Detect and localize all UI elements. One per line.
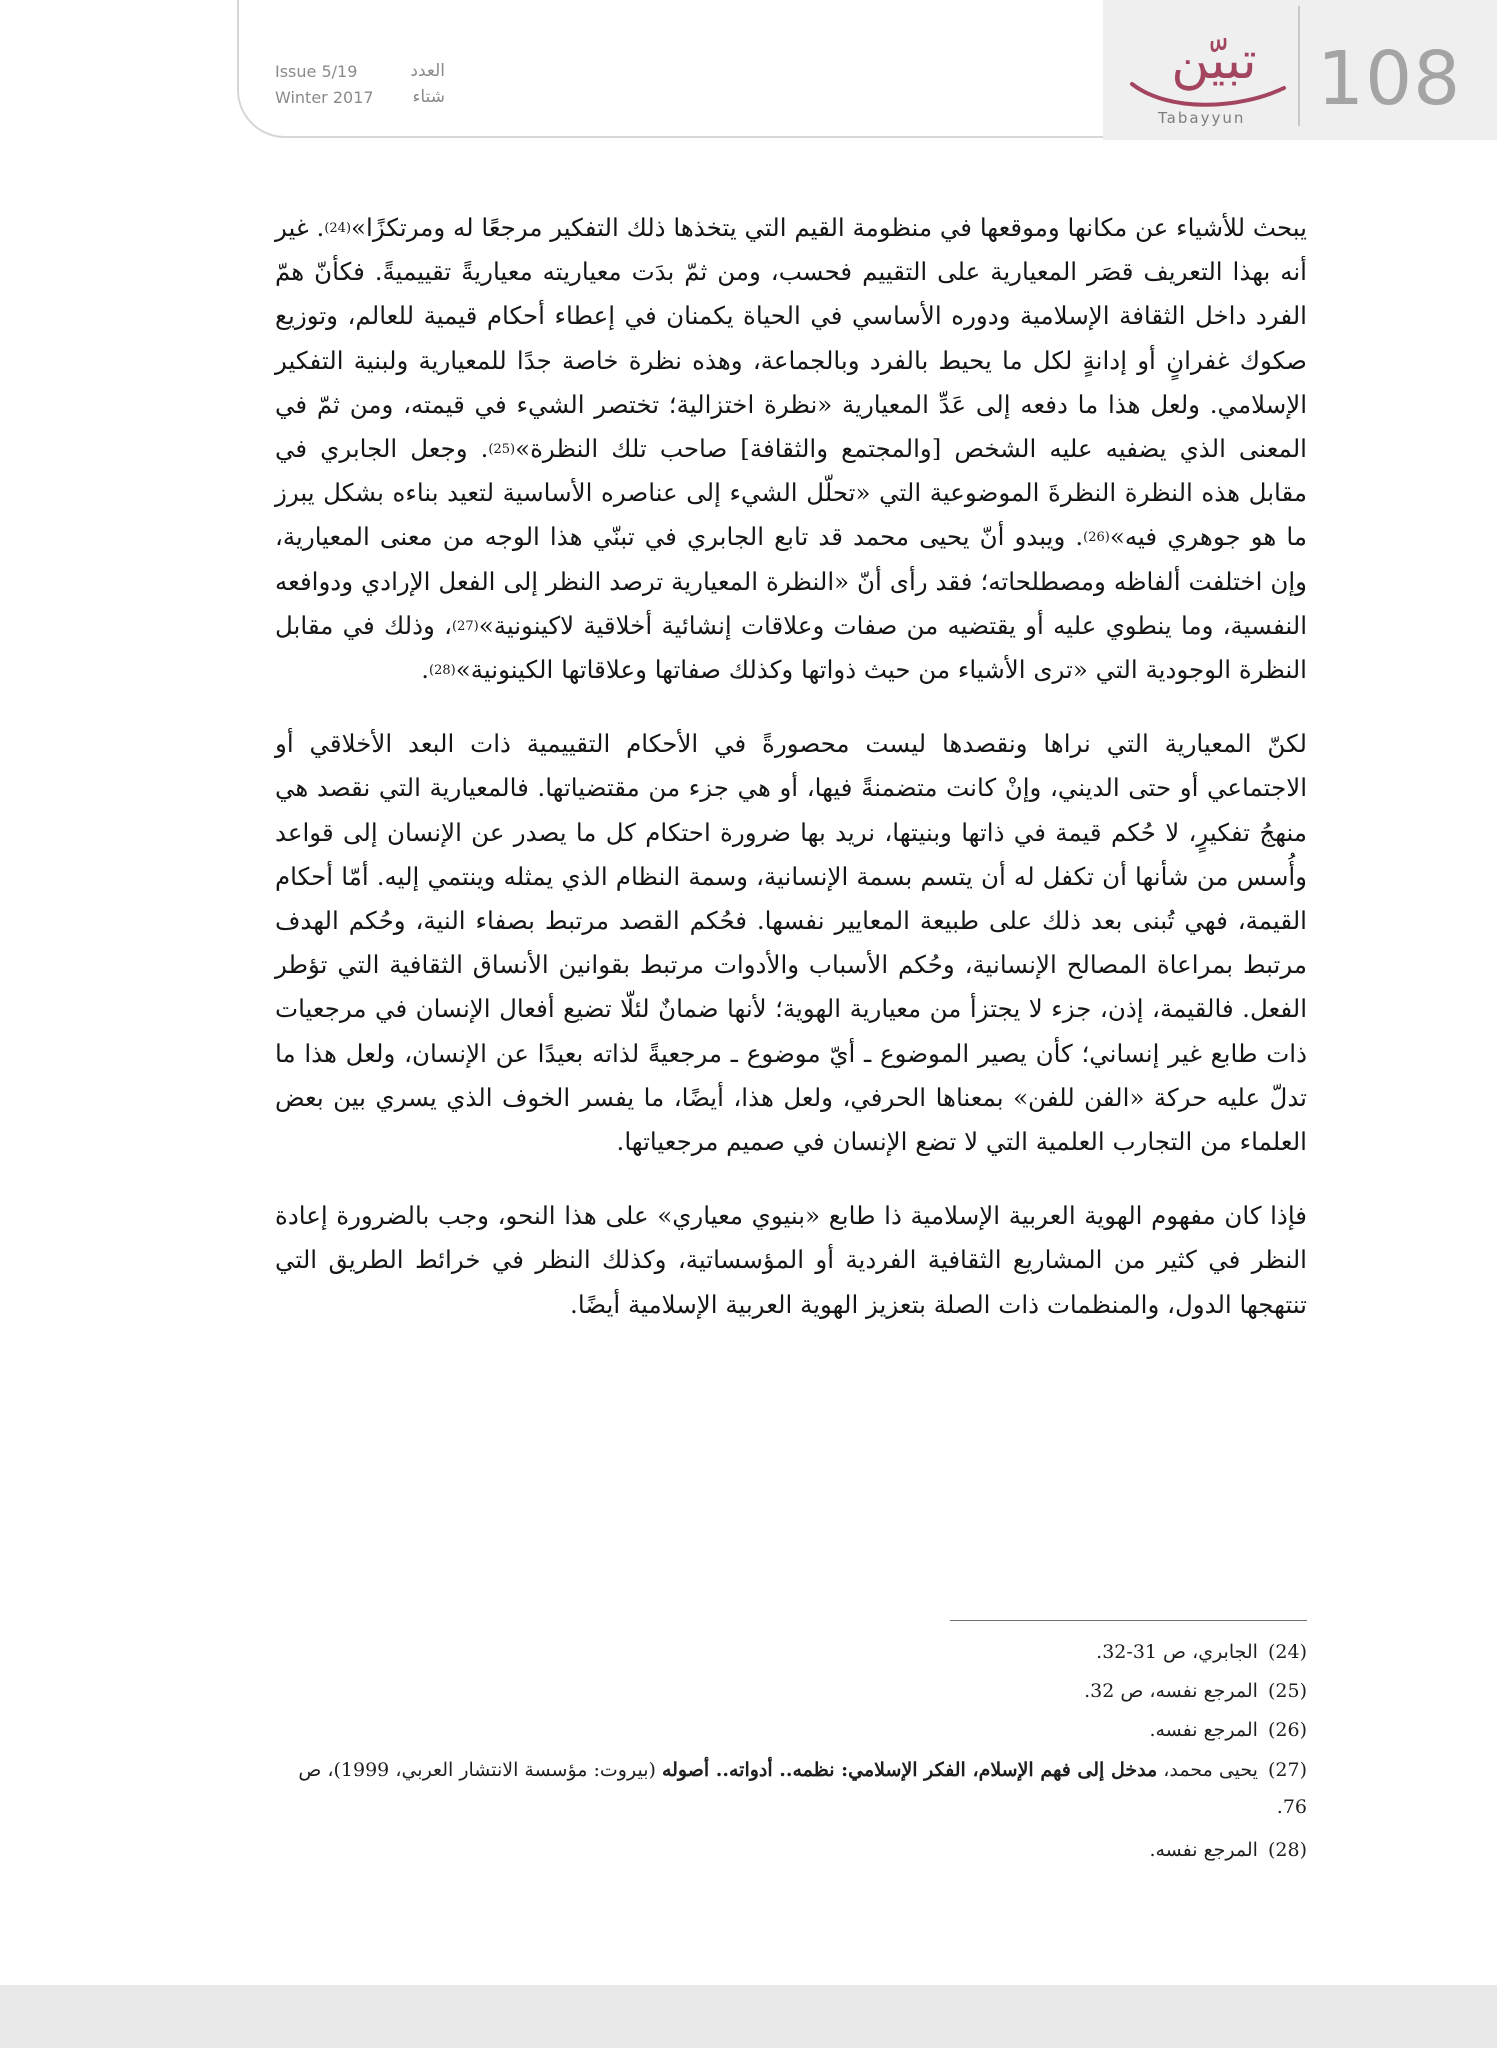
p1-text-d: . ويبدو أنّ يحيى محمد قد تابع الجابري في تبنّي هذا الوجه من معنى المعيارية، وإن اختلفت ألفاظه ومصطلحاته؛ فقد رأى أنّ «النظرة المعيارية ترصد النظر إلى الفعل الإرادي ودوافعه النفسية، وما ينطوي عليه أو يقتضيه من صفات وعلاقات إنشائية أخلاقية لاكينونية» [275,522,1307,640]
p1-text-f: . [421,655,430,685]
footnote-publication: (بيروت: مؤسسة الانتشار العربي، 1999)، ص 76. [298,1759,1307,1818]
logo-arabic-wordmark: تبيّن [1171,31,1257,91]
paragraph-3: فإذا كان مفهوم الهوية العربية الإسلامية ذا طابع «بنيوي معياري» على هذا النحو، وجب بالضرورة إعادة النظر في كثير من المشاريع الثقافية الفردية أو المؤسساتية، وكذلك النظر في خرائط الطريق التي تنتهجها الدول، والمنظمات ذات الصلة بتعزيز الهوية العربية الإسلامية أيضًا. [275,1201,1307,1319]
footnote-author: يحيى محمد، [1157,1759,1258,1781]
footnote-item [275,1634,1307,1671]
issue-number-en: Issue 5/19 [275,61,358,81]
page-number: 108 [1317,36,1462,122]
p1-text-a: يبحث للأشياء عن مكانها وموقعها في منظومة القيم التي يتخذها ذلك التفكير مرجعًا له ومرتكزًا» [351,213,1307,242]
footnote-text: المرجع نفسه، ص 32. [1084,1680,1258,1702]
issue-label-ar: العدد [410,61,445,81]
footnote-item [275,1752,1307,1826]
article-body [275,206,1307,1357]
p1-text-c: . وجعل الجابري في مقابل هذه النظرة النظرةَ الموضوعية التي «تحلّل الشيء إلى عناصره الأساسية لتعيد بناءه بشكل يبرز ما هو جوهري فيه» [275,434,1307,552]
page-footer-band [0,1985,1497,2048]
footnote-ref-25: (25) [488,442,516,458]
footnote-number: (28) [1267,1839,1307,1861]
paragraph-2: لكنّ المعيارية التي نراها ونقصدها ليست محصورةً في الأحكام التقييمية ذات البعد الأخلاقي أو الاجتماعي أو حتى الديني، وإنْ كانت متضمنةً فيها، أو هي جزء من مقتضياتها. فالمعيارية التي نقصد هي منهجُ تفكيرٍ، لا حُكم قيمة في ذاتها وبنيتها، نريد بها ضرورة احتكام كل ما يصدر عن الإنسان إلى قواعد وأُسس من شأنها أن تكفل له أن يتسم بسمة الإنسانية، وسمة النظام الذي يمثله وينتمي إليه. أمّا أحكام القيمة، فهي تُبنى بعد ذلك على طبيعة المعايير نفسها. فحُكم القصد مرتبط بصفاء النية، وحُكم الهدف مرتبط بمراعاة المصالح الإنسانية، وحُكم الأسباب والأدوات مرتبط بقوانين الأنساق الثقافية التي تؤطر الفعل. فالقيمة، إذن، جزء لا يجتزأ من معيارية الهوية؛ لأنها ضمانٌ لئلّا تضيع أفعال الإنسان في مرجعيات ذات طابع غير إنساني؛ كأن يصير الموضوع ـ أيّ موضوع ـ مرجعيةً لذاته بعيدًا عن الإنسان، ولعل هذا ما تدلّ عليه حركة «الفن للفن» بمعناها الحرفي، ولعل هذا، أيضًا، ما يفسر الخوف الذي يسري بين بعض العلماء من التجارب العلمية التي لا تضع الإنسان في صميم مرجعياتها. [275,729,1307,1157]
issue-info [275,58,445,114]
footnote-ref-27: (27) [452,618,479,634]
logo-english-wordmark: Tabayyun [1158,109,1246,127]
footnote-book-title: مدخل إلى فهم الإسلام، الفكر الإسلامي: نظمه.. أدواته.. أصوله [661,1759,1158,1781]
paragraph-1 [275,206,1307,692]
issue-line [275,58,445,84]
footnote-item [275,1832,1307,1869]
header-divider [1298,6,1300,126]
footnote-item [275,1673,1307,1710]
footnote-number: (25) [1267,1680,1307,1702]
footnote-ref-28: (28) [429,663,456,679]
footnote-number: (24) [1267,1641,1307,1663]
footnote-text: الجابري، ص 31-32. [1096,1641,1258,1663]
journal-logo [1122,30,1292,130]
footnote-text: المرجع نفسه. [1149,1719,1258,1741]
season-ar: شتاء [412,87,445,107]
footnote-number: (26) [1267,1719,1307,1741]
footnote-ref-24: (24) [324,221,352,236]
footnote-item [275,1712,1307,1749]
footnote-separator [950,1620,1307,1621]
p1-text-e: ، وذلك في مقابل النظرة الوجودية التي «ترى الأشياء من حيث ذواتها وكذلك صفاتها وعلاقاتها الكينونية» [275,610,1307,685]
footnote-number: (27) [1267,1759,1307,1781]
footnote-text: المرجع نفسه. [1149,1839,1258,1861]
footnote-ref-26: (26) [1083,530,1110,546]
footnotes [275,1634,1307,1871]
p1-text-b: . غير أنه بهذا التعريف قصَر المعيارية على التقييم فحسب، ومن ثمّ بدَت معياريته معياريةً تقييميةً. فكأنّ همّ الفرد داخل الثقافة الإسلامية ودوره الأساسي في الحياة يكمنان في إعطاء أحكام قيمية للعالم، وتوزيع صكوك غفرانٍ أو إدانةٍ لكل ما يحيط بالفرد وبالجماعة، وهذه نظرة خاصة جدًا للمعيارية ولبنية التفكير الإسلامي. ولعل هذا ما دفعه إلى عَدِّ المعيارية «نظرة اختزالية؛ تختصر الشيء في قيمته، ومن ثمّ في المعنى الذي يضفيه عليه الشخص [والمجتمع والثقافة] صاحب تلك النظرة» [275,213,1307,464]
season-line [275,84,445,110]
logo-swoosh-icon [1128,78,1288,112]
season-en: Winter 2017 [275,87,374,107]
